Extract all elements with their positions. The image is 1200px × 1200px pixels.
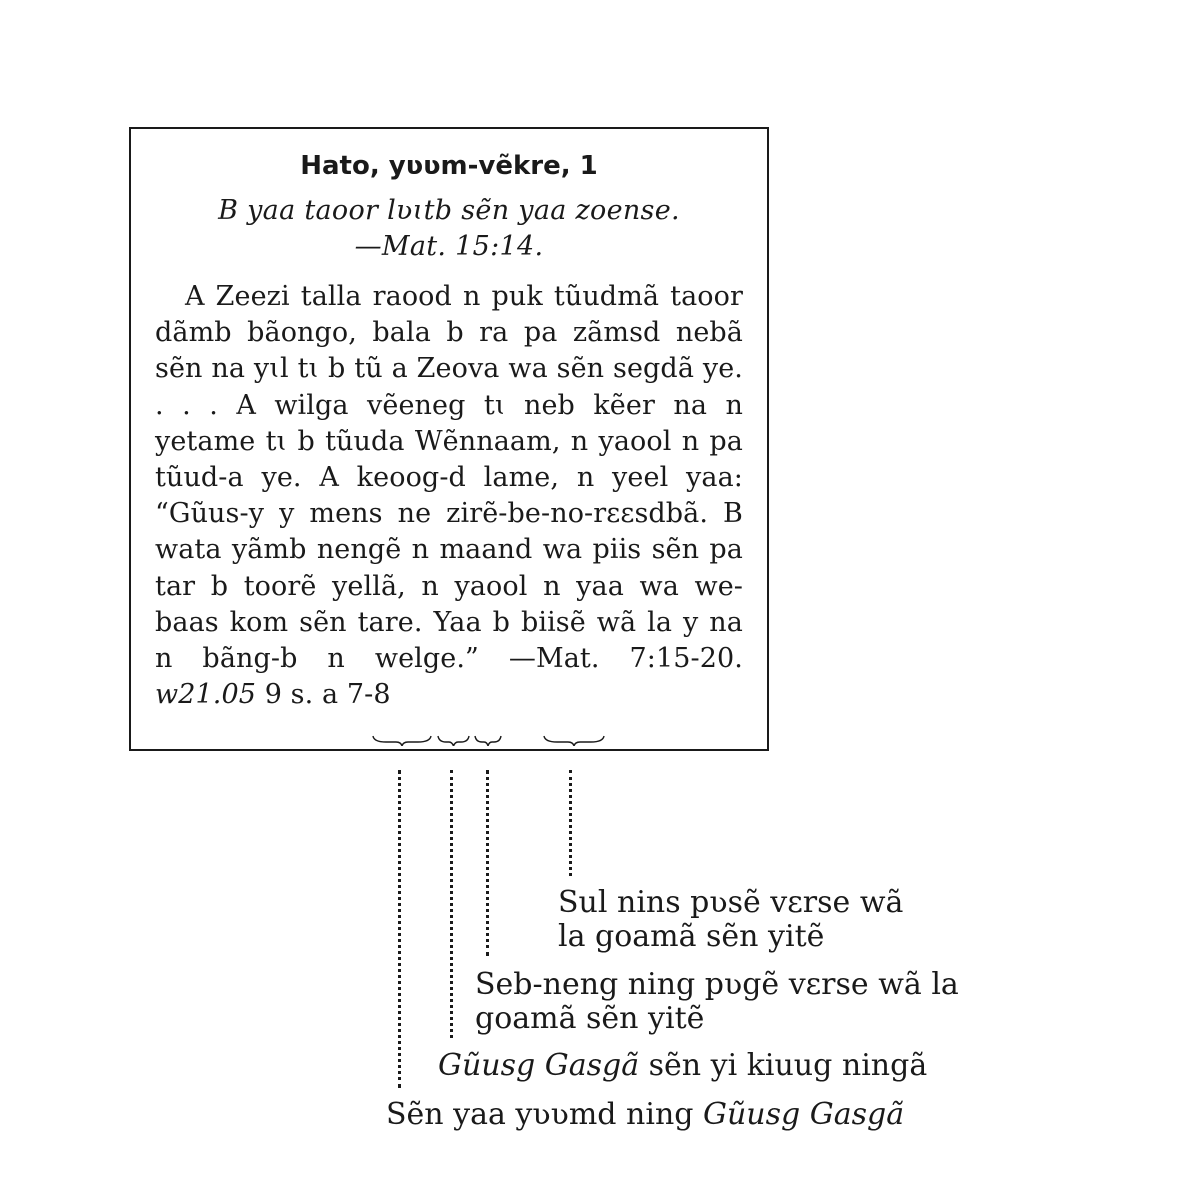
label-year-magazine: Gũusg Gasgã [703,1097,905,1132]
leader-page [486,770,489,956]
comment-text: A Zeezi talla raood n puk tũudmã taoor dãmb bãongo, bala b ra pa zãmsd nebã sẽn na yɩl tɩ b tũ a Zeova wa sẽn segdã ye. . . . A wilga vẽeneg tɩ neb kẽer na n yetame tɩ b tũuda Wẽnnaam, n yaool n pa tũud-a ye. A keoog-d lame, n yeel yaa: “Gũus-y y mens ne zirẽ-be-no-rɛɛsdbã. B wata yãmb nengẽ n maand wa piis sẽn pa tar b toorẽ yellã, n yaool n yaa wa we-baas kom sẽn tare. Yaa b biisẽ wã la y na n bãng-b n welge.” —Mat. 7:15-20. [155,281,743,675]
brace-page [474,734,502,746]
label-issue-text: sẽn yi kiuug ningã [639,1048,928,1083]
ref-page: 9 s. [264,679,314,711]
leader-year [398,770,401,1088]
label-page-line2: goamã sẽn yitẽ [475,1001,705,1036]
comment-paragraph [155,279,743,713]
ref-publication: w21.05 [155,679,257,711]
day-title: Hato, yʋʋm-vẽkre, 1 [300,151,598,181]
leader-issue [450,770,453,1038]
label-year-text: Sẽn yaa yʋʋmd ning [386,1097,704,1132]
brace-paragraphs [543,734,605,746]
label-year [386,1098,904,1132]
leader-paragraphs [569,770,572,876]
label-issue [438,1049,927,1083]
label-paragraphs-line1: Sul nins pʋsẽ vɛrse wã [558,885,904,920]
theme-scripture [155,193,743,265]
label-issue-magazine: Gũusg Gasgã [438,1048,640,1083]
brace-issue [437,734,470,746]
label-page [475,968,959,1036]
theme-scripture-text: B yaa taoor lʋɩtb sẽn yaa zoense. [218,195,680,226]
ref-paragraphs: a 7-8 [322,679,391,711]
label-paragraphs [558,886,903,954]
theme-scripture-ref: —Mat. 15:14. [354,231,544,262]
label-paragraphs-line2: la goamã sẽn yitẽ [558,919,825,954]
daily-text-card [129,127,769,751]
label-page-line1: Seb-neng ning pʋgẽ vɛrse wã la [475,967,959,1002]
brace-year [372,734,432,746]
